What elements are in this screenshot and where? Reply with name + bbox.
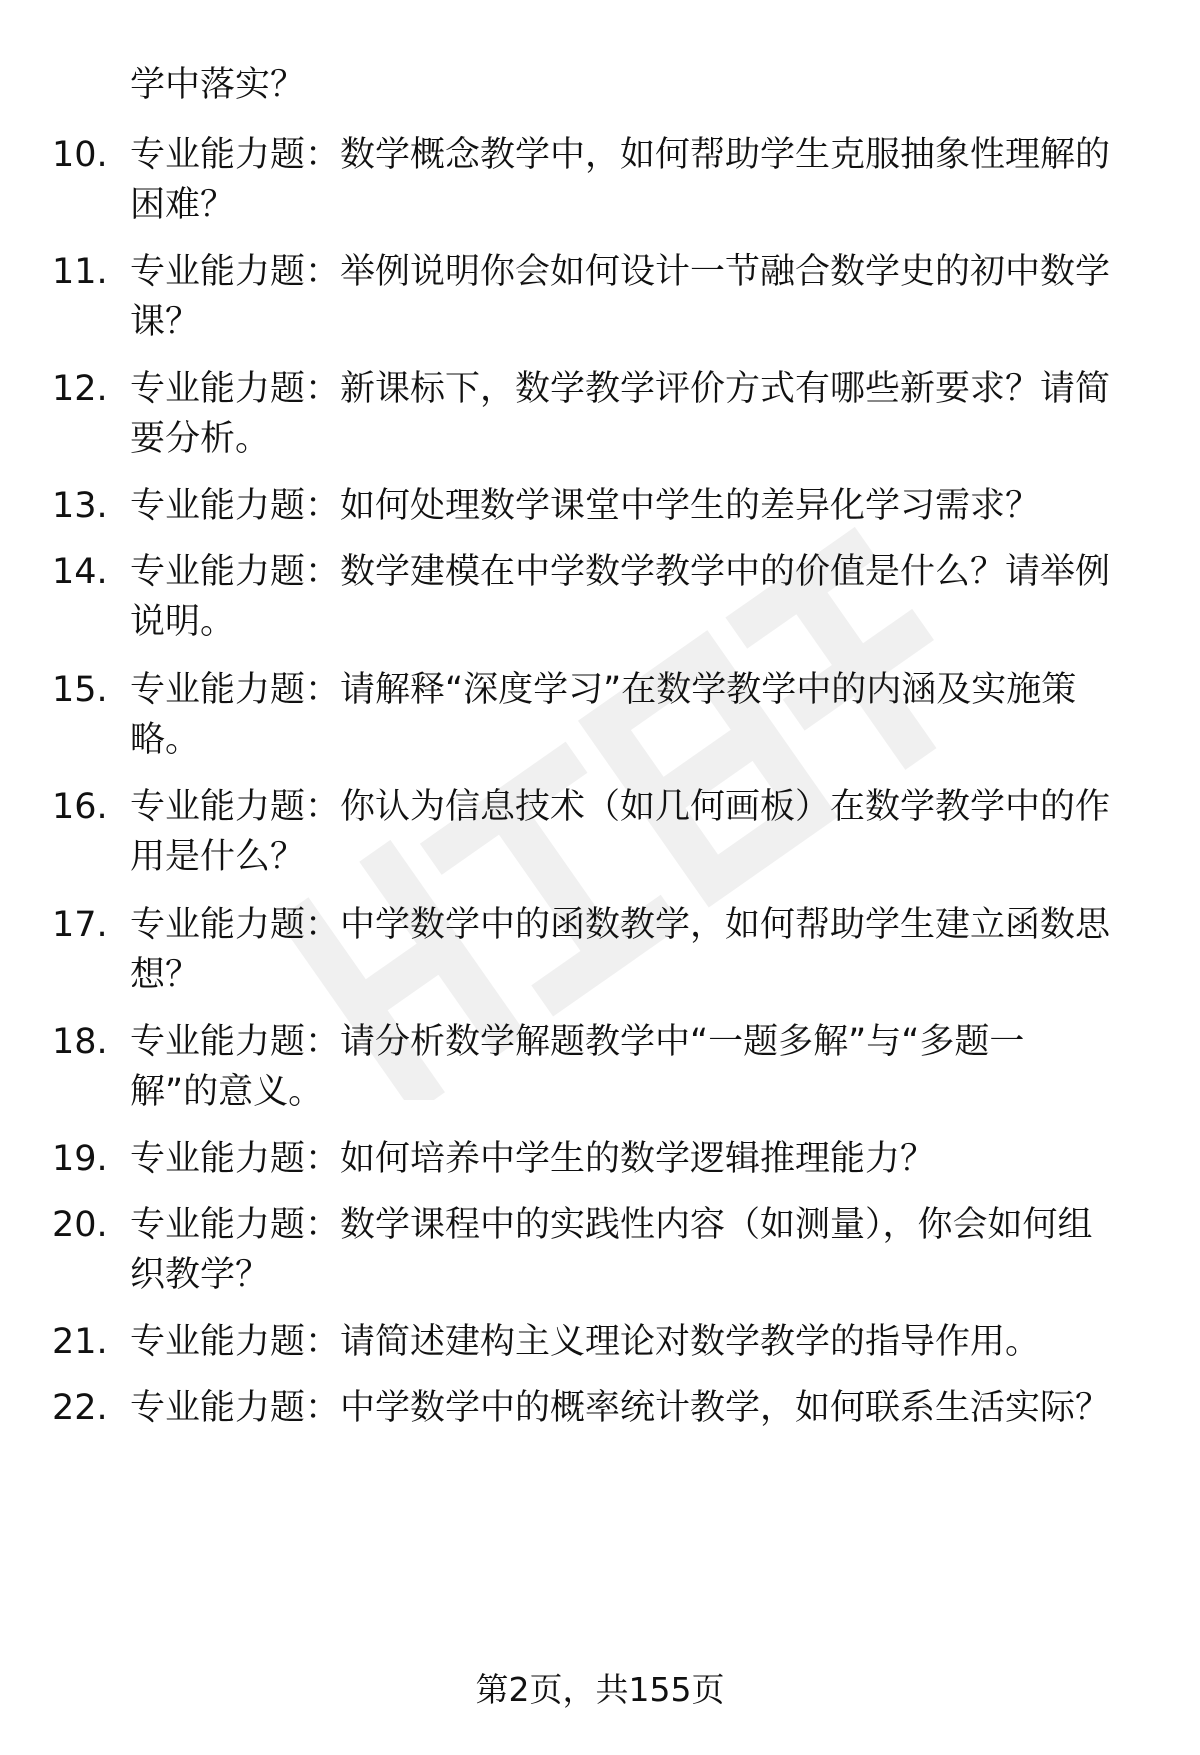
item-number: 14. [52, 552, 108, 592]
item-text: 专业能力题：新课标下，数学教学评价方式有哪些新要求？请简 要分析。 [130, 369, 1111, 459]
item-text: 专业能力题：如何培养中学生的数学逻辑推理能力？ [130, 1139, 936, 1179]
item-number: 16. [52, 787, 108, 827]
item-text: 专业能力题：请分析数学解题教学中“一题多解”与“多题一 解”的意义。 [130, 1022, 1025, 1112]
item-number: 12. [52, 369, 108, 409]
item-number: 10. [52, 135, 108, 175]
item-number: 15. [52, 670, 108, 710]
item-text: 专业能力题：数学课程中的实践性内容（如测量），你会如何组 织教学？ [130, 1205, 1093, 1295]
item-number: 22. [52, 1388, 108, 1428]
item-number: 20. [52, 1205, 108, 1245]
item-number: 21. [52, 1322, 108, 1362]
item-number: 13. [52, 486, 108, 526]
item-text: 专业能力题：数学建模在中学数学教学中的价值是什么？请举例 说明。 [130, 552, 1111, 642]
item-text: 专业能力题：你认为信息技术（如几何画板）在数学教学中的作 用是什么？ [130, 787, 1111, 877]
item-number: 18. [52, 1022, 108, 1062]
page-footer: 第2页，共155页 [475, 1670, 725, 1709]
item-text: 专业能力题：请解释“深度学习”在数学教学中的内涵及实施策 略。 [130, 670, 1077, 760]
item-text: 专业能力题：数学概念教学中，如何帮助学生克服抽象性理解的 困难？ [130, 135, 1111, 225]
continuation-line: 学中落实？ [130, 65, 306, 105]
item-text: 专业能力题：举例说明你会如何设计一节融合数学史的初中数学 课？ [130, 252, 1111, 342]
item-number: 19. [52, 1139, 108, 1179]
item-number: 11. [52, 252, 108, 292]
item-text: 专业能力题：如何处理数学课堂中学生的差异化学习需求？ [130, 486, 1041, 526]
item-text: 专业能力题：中学数学中的概率统计教学，如何联系生活实际？ [130, 1388, 1111, 1428]
item-text: 专业能力题：中学数学中的函数教学，如何帮助学生建立函数思 想？ [130, 905, 1111, 995]
item-text: 专业能力题：请简述建构主义理论对数学教学的指导作用。 [130, 1322, 1041, 1362]
item-number: 17. [52, 905, 108, 945]
